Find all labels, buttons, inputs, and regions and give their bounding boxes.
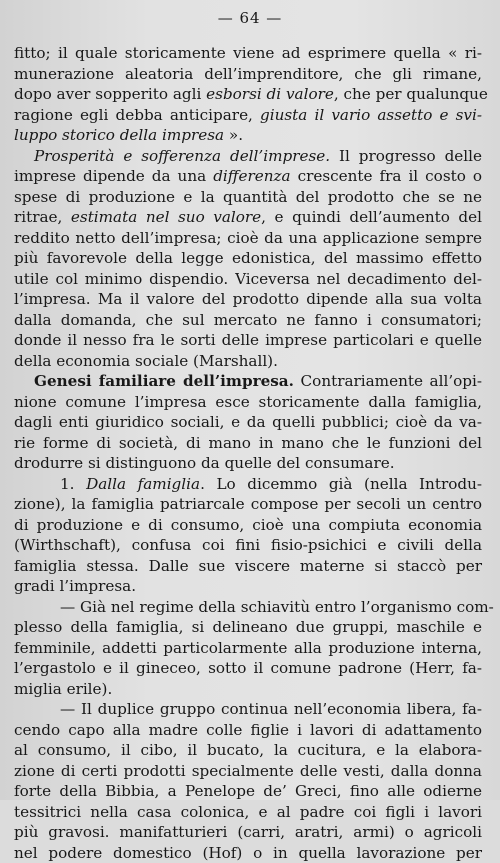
text-line (14, 679, 482, 700)
text-segment: tessitrici nella casa colonica, e al padre coi figli i lavori (14, 803, 482, 821)
text-line (14, 699, 482, 720)
text-line (14, 43, 482, 64)
text-segment: femminile, addetti particolarmente alla produzione interna, (14, 639, 482, 657)
text-line (14, 474, 482, 495)
text-line (14, 187, 482, 208)
text-line (14, 412, 482, 433)
text-line (14, 228, 482, 249)
text-segment: — Il duplice gruppo continua nell’economia libera, fa- (60, 700, 482, 718)
italic-text: esborsi di valore (206, 85, 334, 103)
text-segment: imprese dipende da una (14, 167, 213, 185)
text-line (14, 146, 482, 167)
text-segment: dagli enti giuridico sociali, e da quelli pubblici; cioè da va- (14, 413, 482, 431)
text-segment: , e quindi dell’aumento del (261, 208, 482, 226)
italic-text: Dalla famiglia (86, 475, 200, 493)
text-segment: forte della Bibbia, a Penelope de’ Greci, fino alle odierne (14, 782, 482, 800)
italic-text: differenza (213, 167, 290, 185)
text-segment: (Wirthschaft), confusa coi fini fisio-psichici e civili della (14, 536, 482, 554)
italic-text: estimata nel suo valore (71, 208, 261, 226)
text-segment: donde il nesso fra le sorti delle imprese particolari e quelle (14, 331, 482, 349)
text-segment: plesso della famiglia, si delineano due gruppi, maschile e (14, 618, 482, 636)
text-segment: ragione egli debba anticipare, (14, 106, 260, 124)
text-line (14, 248, 482, 269)
text-segment: gradi l’impresa. (14, 577, 136, 595)
text-segment: Contrariamente all’opi- (294, 372, 482, 390)
text-line (14, 269, 482, 290)
text-segment: zione di certi prodotti specialmente delle vesti, dalla donna (14, 762, 482, 780)
text-line (14, 720, 482, 741)
text-line (14, 371, 482, 392)
text-segment: rie forme di società, di mano in mano che le funzioni del (14, 434, 482, 452)
text-line (14, 433, 482, 454)
text-segment: crescente fra il costo o (291, 167, 482, 185)
text-line (14, 330, 482, 351)
text-segment: fitto; il quale storicamente viene ad esprimere quella « ri- (14, 44, 482, 62)
text-segment: 1. (60, 475, 86, 493)
text-segment: dopo aver sopperito agli (14, 85, 206, 103)
text-segment: utile col minimo dispendio. Viceversa nel decadimento del- (14, 270, 482, 288)
text-line (14, 576, 482, 597)
text-segment: famiglia stessa. Dalle sue viscere materne si staccò per (14, 557, 482, 575)
text-segment: della economia sociale (Marshall). (14, 352, 278, 370)
text-line (14, 617, 482, 638)
bold-heading: Genesi familiare dell’impresa. (34, 372, 294, 390)
text-line (14, 740, 482, 761)
text-line (14, 453, 482, 474)
text-segment: spese di produzione e la quantità del prodotto che se ne (14, 188, 482, 206)
text-line (14, 351, 482, 372)
text-segment: dalla domanda, che sul mercato ne fanno i consumatori; (14, 311, 482, 329)
italic-text: giusta il vario assetto e svi- (260, 106, 482, 124)
text-segment: nione comune l’impresa esce storicamente dalla famiglia, (14, 393, 482, 411)
italic-text: luppo storico della impresa (14, 126, 224, 144)
text-segment: ritrae, (14, 208, 71, 226)
text-segment: — Già nel regime della schiavitù entro l’organismo com- (60, 598, 494, 616)
text-line (14, 84, 482, 105)
text-segment: al consumo, il cibo, il bucato, la cucitura, e la elabora- (14, 741, 482, 759)
text-line (14, 843, 482, 863)
body-text (14, 43, 482, 863)
text-segment: più favorevole della legge edonistica, del massimo effetto (14, 249, 482, 267)
text-segment: Il progresso delle (330, 147, 482, 165)
text-line (14, 638, 482, 659)
text-line (14, 781, 482, 802)
page-number: — 64 — (0, 9, 500, 27)
text-line (14, 125, 482, 146)
text-segment: . Lo dicemmo già (nella Introdu- (200, 475, 482, 493)
text-segment: nel podere domestico (Hof) o in quella lavorazione per (14, 844, 482, 862)
text-line (14, 658, 482, 679)
text-line (14, 64, 482, 85)
text-line (14, 392, 482, 413)
text-line (14, 166, 482, 187)
text-segment: l’impresa. Ma il valore del prodotto dipende alla sua volta (14, 290, 482, 308)
italic-text: Prosperità e sofferenza dell’imprese. (34, 147, 330, 165)
text-line (14, 310, 482, 331)
text-line (14, 105, 482, 126)
text-line (14, 597, 482, 618)
text-segment: cendo capo alla madre colle figlie i lavori di adattamento (14, 721, 482, 739)
text-line (14, 556, 482, 577)
text-segment: l’ergastolo e il gineceo, sotto il comune padrone (Herr, fa- (14, 659, 482, 677)
text-line (14, 207, 482, 228)
text-segment: , che per qualunque (334, 85, 488, 103)
text-segment: munerazione aleatoria dell’imprenditore, che gli rimane, (14, 65, 482, 83)
text-segment: zione), la famiglia patriarcale compose per secoli un centro (14, 495, 482, 513)
text-line (14, 822, 482, 843)
text-segment: reddito netto dell’impresa; cioè da una applicazione sempre (14, 229, 482, 247)
text-line (14, 494, 482, 515)
text-line (14, 535, 482, 556)
text-segment: ». (224, 126, 243, 144)
text-segment: di produzione e di consumo, cioè una compiuta economia (14, 516, 482, 534)
text-line (14, 802, 482, 823)
text-line (14, 515, 482, 536)
text-line (14, 761, 482, 782)
text-segment: drodurre si distinguono da quelle del consumare. (14, 454, 395, 472)
text-line (14, 289, 482, 310)
text-segment: più gravosi. manifatturieri (carri, aratri, armi) o agricoli (14, 823, 482, 841)
text-segment: miglia erile). (14, 680, 112, 698)
